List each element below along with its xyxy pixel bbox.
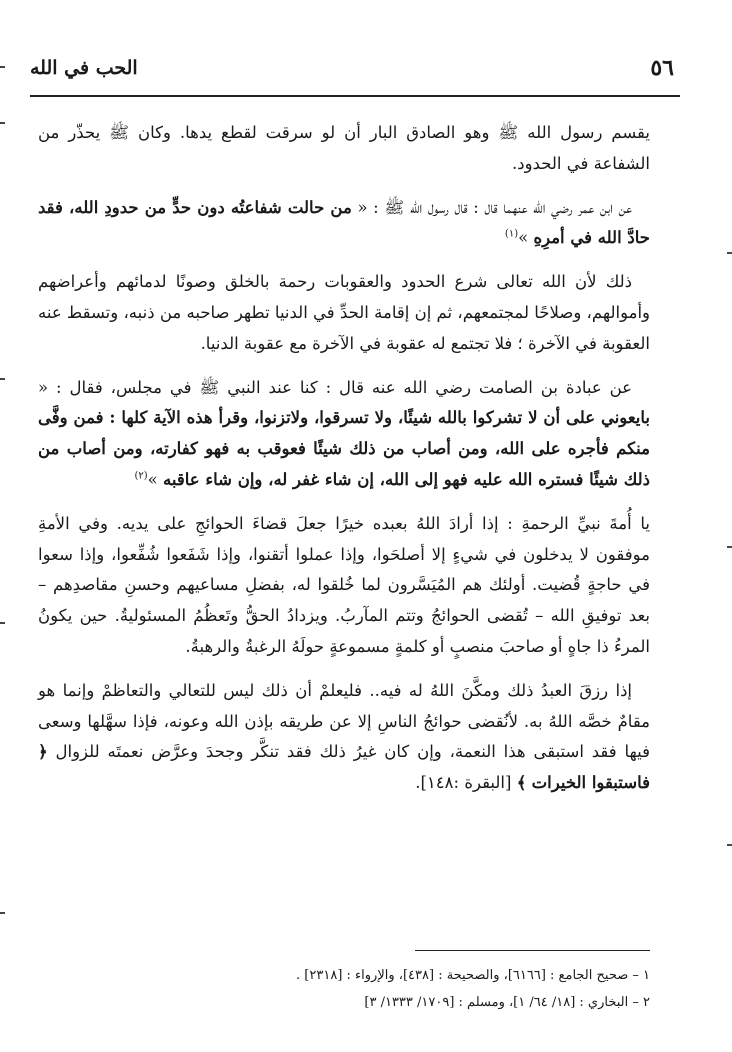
body-text xyxy=(38,118,650,812)
hadith-2: بايعوني على أن لا تشركوا بالله شيئًا، ولا تسرقوا، ولاتزنوا، وقرأ هذه الآية كلها : فمن وفَّى منكم فأجره على الله، ومن أصاب من ذلك شيئًا فعوقب به فهو كفارته، ومن أصاب من ذلك شيئًا فستره الله عليه فهو إلى الله، إن شاء غفر له، وإن شاء عاقبه xyxy=(38,408,650,489)
paragraph-4-close: » xyxy=(147,469,158,489)
page-number: ٥٦ xyxy=(650,55,674,81)
paragraph-5: يا أُمةَ نبيِّ الرحمةِ : إذا أرادَ اللهُ بعبده خيرًا جعلَ قضاءَ الحوائجِ على يديه. وفي الأمةِ موفقون لا يدخلون في شيءٍ إلا أصلحَوا، وإذا عملوا أتقنوا، وإذا شَفَعوا شُفِّعوا، وإذا سعوا في حاجةٍ قُضيت. أولئك هم المُيَسَّرون لما خُلقوا له، بفضلِ مساعيهم وحسنِ مقاصدِهم – بعد توفيقِ الله – تُقضى الحوائجُ وتتم المآربُ. ويزدادُ الحقُّ وتَعظُمُ المسئوليةُ. حين يكونُ المرءُ ذا جاهٍ أو صاحبَ منصبٍ أو كلمةٍ مسموعةٍ حولَهُ الرغبةُ والرهبةُ. xyxy=(38,513,650,656)
header-rule xyxy=(30,95,680,97)
margin-tick xyxy=(727,252,732,254)
paragraph-4-intro: عن عبادة بن الصامت رضي الله عنه قال : كنا عند النبي ﷺ في مجلس، فقال : « xyxy=(38,377,632,397)
margin-tick xyxy=(0,378,5,380)
margin-tick xyxy=(0,622,5,624)
footnote-1: ١ – صحيح الجامع : [٦١٦٦]، والصحيحة : [٤٣٨]، والإرواء : [٢٣١٨] . xyxy=(296,968,650,983)
footnote-ref-1: (١) xyxy=(504,228,519,240)
paragraph-6-text: إذا رزقَ العبدُ ذلك ومكَّنَ اللهُ له فيه.. فليعلمْ أن ذلك ليس للتعالي والتعاظمْ وإنما هو مقامٌ خصَّه اللهُ به. لأنُقضى حوائجُ الناسِ إلا عن طريقه بإذن الله وعونه، فإذا سهَّلها وسعى فيها فقد استبقى هذا النعمة، وإن كان غيرُ ذلك فقد تنكَّر وجحدَ وعرَّض نعمتَه للزوال xyxy=(38,680,650,762)
quran-reference: [البقرة :١٤٨]. xyxy=(415,773,512,793)
quran-verse: فاستبقوا الخيرات xyxy=(531,773,650,793)
paragraph-4 xyxy=(38,373,650,496)
paragraph-2-intro: عن ابن عمر رضي الله عنهما قال : قال رسول الله ﷺ : « xyxy=(357,197,632,217)
hadith-1: من حالت شفاعتُه دون حدٍّ من حدودِ الله، فقد حادَّ الله في أمرِهِ xyxy=(38,197,650,248)
margin-tick xyxy=(0,912,5,914)
quran-open-bracket: ﴿ xyxy=(38,742,48,762)
margin-tick xyxy=(727,546,732,548)
paragraph-2 xyxy=(38,193,650,255)
margin-tick xyxy=(0,66,5,68)
running-header xyxy=(30,55,678,89)
margin-tick xyxy=(727,844,732,846)
footnote-2: ٢ – البخاري : [١٨/ ٦٤/ ١]، ومسلم : [١٧٠٩/ ١٣٣٣/ ٣] xyxy=(364,995,650,1010)
footnote-ref-2: (٢) xyxy=(134,470,148,482)
running-title: الحب في الله xyxy=(30,57,138,79)
paragraph-2-close: » xyxy=(518,228,529,248)
footnotes xyxy=(150,962,650,1016)
paragraph-6 xyxy=(38,676,650,799)
footnote-rule xyxy=(415,950,650,951)
paragraph-1: يقسم رسول الله ﷺ وهو الصادق البار أن لو سرقت لقطع يدها. وكان ﷺ يحذّر من الشفاعة في الحدود. xyxy=(38,123,650,173)
quran-close-bracket: ﴾ xyxy=(516,773,527,793)
paragraph-3: ذلك لأن الله تعالى شرع الحدود والعقوبات رحمة بالخلق وصونًا لدمائهم وأعراضهم وأموالهم، وصلاحًا لمجتمعهم، ثم إن إقامة الحدِّ في الدنيا تطهر صاحبه من ذنبه، وتسقط عنه العقوبة في الآخرة ؛ فلا تجتمع له عقوبة في الآخرة مع عقوبة الدنيا. xyxy=(38,272,650,353)
margin-tick xyxy=(0,122,5,124)
